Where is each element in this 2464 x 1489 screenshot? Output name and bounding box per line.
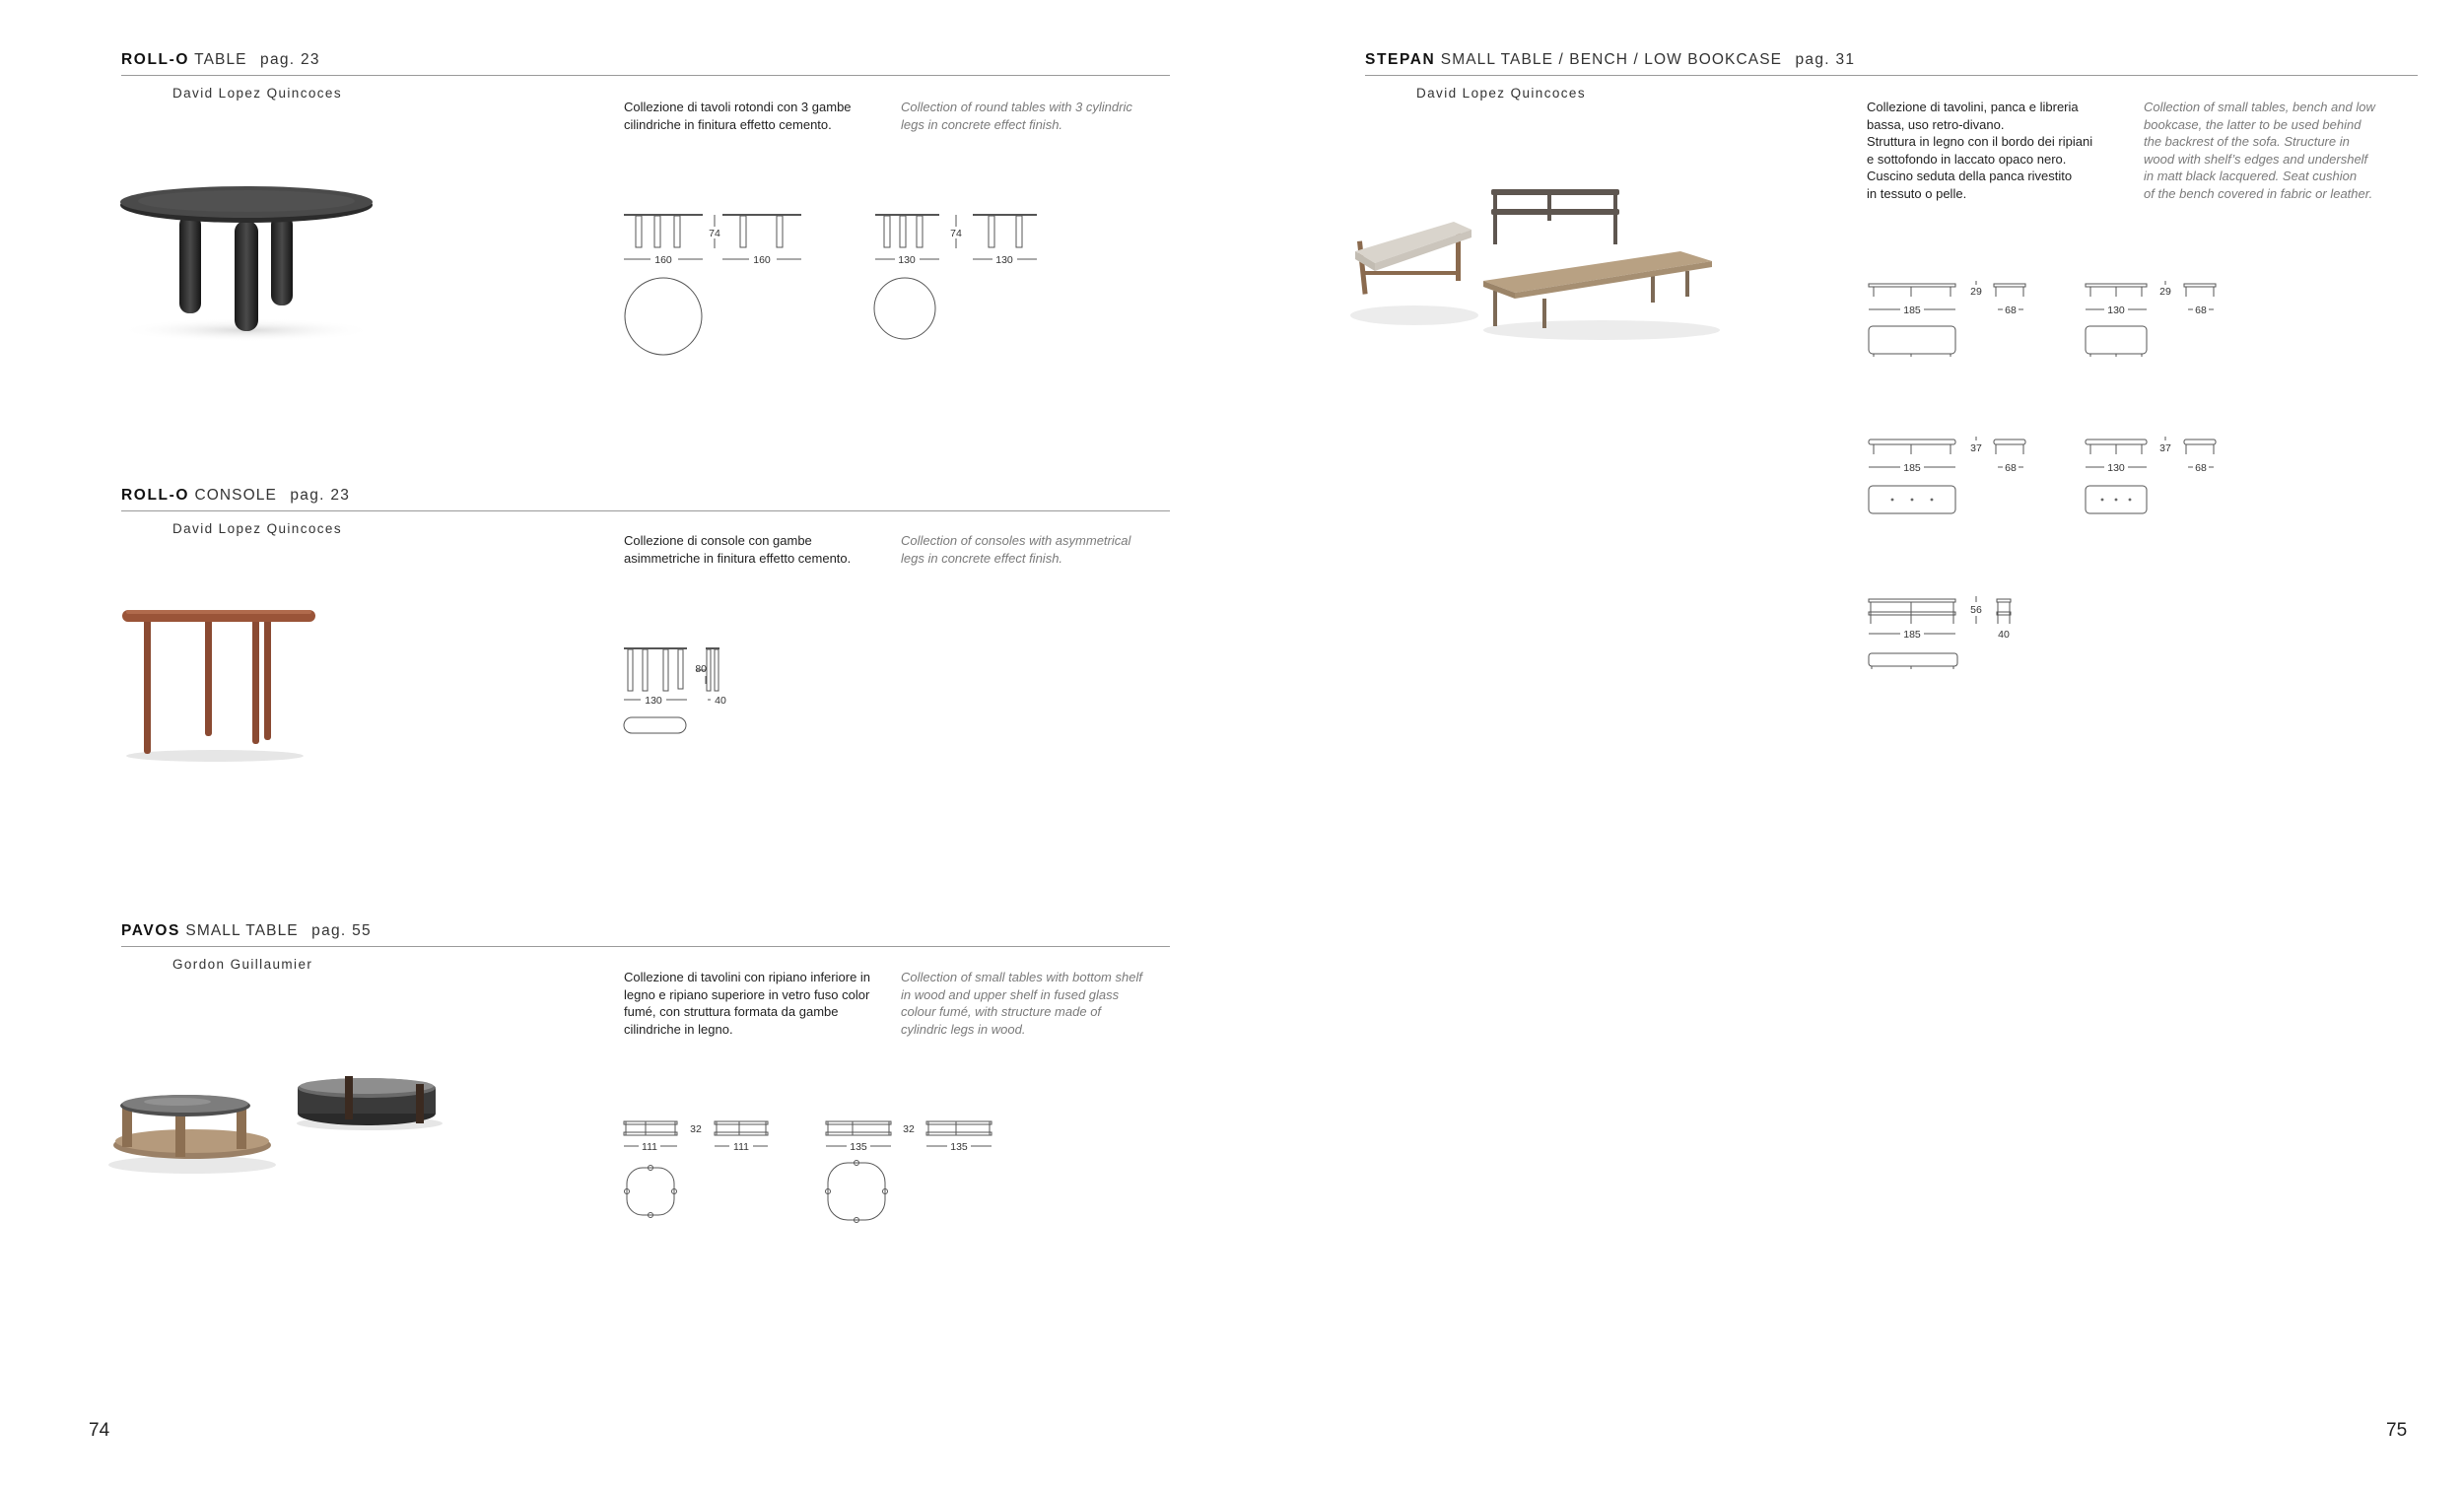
rollo-table-photo <box>108 177 384 345</box>
product-type: TABLE <box>194 51 247 68</box>
rollo-table-diagram-160 <box>621 209 838 367</box>
desc-line: Collection of small tables, bench and low <box>2144 100 2375 114</box>
dim-height: 74 <box>709 228 720 239</box>
dim-width: 130 <box>2107 462 2125 474</box>
dim-height: 29 <box>1970 286 1982 298</box>
description-italian <box>1867 99 2128 203</box>
pavos-diagram-111 <box>621 1118 788 1227</box>
desc-line: Struttura in legno con il bordo dei ripiani <box>1867 134 2093 150</box>
description-italian: Collezione di tavoli rotondi con 3 gambe cilindriche in finitura effetto cemento. <box>624 100 852 132</box>
pavos-diagram-135 <box>823 1118 1000 1237</box>
dim-depth: 40 <box>1998 629 2010 641</box>
desc-line: Cuscino seduta della panca rivestito <box>1867 169 2073 184</box>
product-type: SMALL TABLE <box>185 922 299 939</box>
stepan-bench-130-diagram <box>2083 437 2250 520</box>
product-name: STEPAN <box>1365 51 1436 68</box>
rollo-console-diagram <box>621 641 769 739</box>
product-type: CONSOLE <box>194 487 277 504</box>
dim-width: 130 <box>898 254 916 266</box>
description-english: Collection of round tables with 3 cylindric legs in concrete effect finish. <box>901 100 1132 132</box>
designer-name: David Lopez Quincoces <box>172 86 342 101</box>
stepan-table-185-diagram <box>1866 281 2043 360</box>
dim-width: 130 <box>645 695 662 707</box>
stepan-bench-185-diagram <box>1866 437 2043 520</box>
dim-depth: 130 <box>995 254 1013 266</box>
description-english <box>2144 99 2410 203</box>
product-name: ROLL-O <box>121 487 190 504</box>
dim-width: 185 <box>1903 305 1921 316</box>
dim-width: 135 <box>850 1141 867 1153</box>
dim-depth: 68 <box>2005 305 2017 316</box>
section-header-stepan <box>1365 51 2418 76</box>
desc-line: e sottofondo in laccato opaco nero. <box>1867 151 2067 167</box>
dim-height: 32 <box>690 1123 702 1135</box>
section-header-rollo-table <box>121 51 1170 76</box>
dim-height: 37 <box>2159 442 2171 454</box>
desc-line: the backrest of the sofa. Structure in <box>2144 134 2350 150</box>
stepan-photo <box>1345 182 1740 350</box>
page-reference: pag. 31 <box>1795 51 1856 68</box>
designer-name: David Lopez Quincoces <box>172 521 342 536</box>
pavos-photo <box>99 1064 453 1183</box>
dim-height: 29 <box>2159 286 2171 298</box>
desc-line: wood with shelf’s edges and undershelf <box>2144 151 2368 167</box>
dim-height: 37 <box>1970 442 1982 454</box>
dim-depth: 111 <box>733 1141 749 1153</box>
desc-line: in matt black lacquered. Seat cushion <box>2144 169 2358 184</box>
desc-line: bassa, uso retro-divano. <box>1867 116 2005 132</box>
dim-depth: 160 <box>753 254 771 266</box>
dim-depth: 68 <box>2195 462 2207 474</box>
dim-depth: 135 <box>950 1141 968 1153</box>
product-name: ROLL-O <box>121 51 190 68</box>
designer-name: Gordon Guillaumier <box>172 957 313 972</box>
product-type: SMALL TABLE / BENCH / LOW BOOKCASE <box>1440 51 1783 68</box>
dim-height: 32 <box>903 1123 915 1135</box>
product-name: PAVOS <box>121 922 180 939</box>
desc-line: Collezione di tavolini, panca e libreria <box>1867 100 2079 114</box>
desc-line: bookcase, the latter to be used behind <box>2144 116 2361 132</box>
page-reference: pag. 55 <box>311 922 372 939</box>
page-reference: pag. 23 <box>260 51 320 68</box>
description-italian: Collezione di console con gambe asimmetriche in finitura effetto cemento. <box>624 533 852 566</box>
desc-line: in tessuto o pelle. <box>1867 185 1967 201</box>
dim-width: 111 <box>642 1141 657 1153</box>
stepan-table-130-diagram <box>2083 281 2250 360</box>
rollo-console-photo <box>116 606 323 764</box>
description-english: Collection of small tables with bottom shelf in wood and upper shelf in fused glass colour fumé, with structure made of cylindric legs in wood. <box>901 970 1142 1037</box>
dim-depth: 40 <box>715 695 726 707</box>
page-number-right: 75 <box>2386 1420 2408 1441</box>
desc-line: of the bench covered in fabric or leather. <box>2144 185 2373 201</box>
dim-width: 185 <box>1903 462 1921 474</box>
dim-depth: 68 <box>2005 462 2017 474</box>
rollo-table-diagram-130 <box>872 209 1069 367</box>
stepan-bookcase-185-diagram <box>1866 596 2043 675</box>
section-header-pavos <box>121 922 1170 947</box>
dim-width: 185 <box>1903 629 1921 641</box>
dim-height: 80 <box>695 663 707 675</box>
dim-height: 74 <box>950 228 962 239</box>
section-header-rollo-console <box>121 487 1170 511</box>
dim-depth: 68 <box>2195 305 2207 316</box>
designer-name: David Lopez Quincoces <box>1416 86 1586 101</box>
dim-width: 130 <box>2107 305 2125 316</box>
page-number-left: 74 <box>89 1420 110 1441</box>
dim-height: 56 <box>1970 604 1982 616</box>
description-italian: Collezione di tavolini con ripiano inferiore in legno e ripiano superiore in vetro fuso color fumé, con struttura formata da gambe cilindriche in legno. <box>624 970 871 1037</box>
description-english: Collection of consoles with asymmetrical legs in concrete effect finish. <box>901 533 1131 566</box>
page-reference: pag. 23 <box>290 487 351 504</box>
dim-width: 160 <box>654 254 672 266</box>
